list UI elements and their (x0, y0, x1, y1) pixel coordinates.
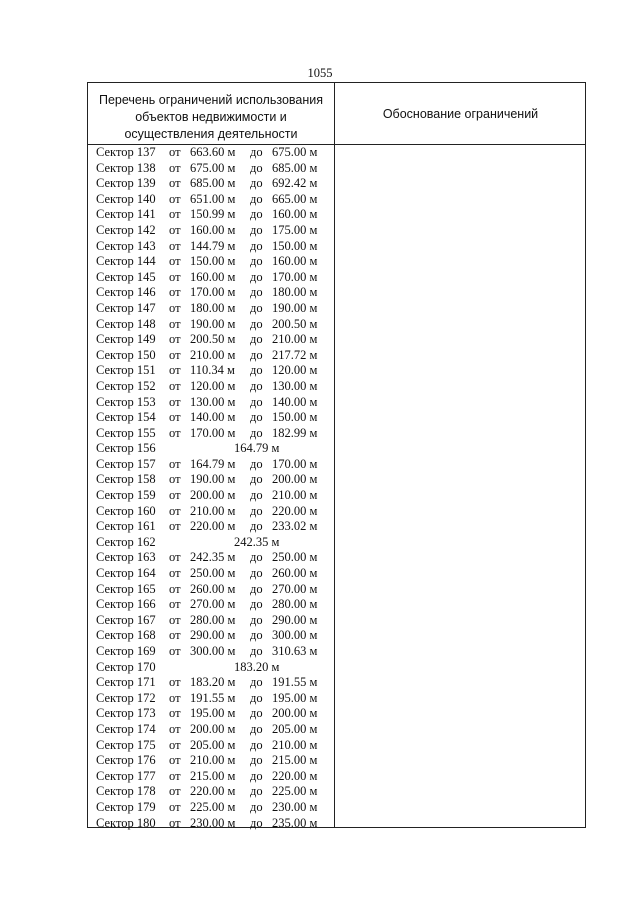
sector-label: Сектор 155 (96, 425, 156, 440)
height-from-value: 220.00 м (190, 519, 236, 534)
table-row (88, 207, 334, 223)
table-row (88, 332, 334, 348)
from-word: от (169, 300, 181, 315)
to-word: до (250, 675, 263, 690)
sector-label: Сектор 167 (96, 612, 156, 627)
sector-label: Сектор 152 (96, 378, 156, 393)
sector-label: Сектор 147 (96, 300, 156, 315)
height-from-value: 110.34 м (190, 363, 235, 378)
table-row (88, 317, 334, 333)
height-from-value: 180.00 м (190, 300, 236, 315)
to-word: до (250, 222, 263, 237)
to-word: до (250, 503, 263, 518)
height-to-value: 220.00 м (272, 503, 318, 518)
from-word: от (169, 503, 181, 518)
height-from-value: 210.00 м (190, 753, 236, 768)
table-row (88, 379, 334, 395)
sector-label: Сектор 170 (96, 659, 156, 674)
table-row (88, 691, 334, 707)
table-row (88, 441, 334, 457)
to-word: до (250, 425, 263, 440)
height-to-value: 190.00 м (272, 300, 318, 315)
to-word: до (250, 332, 263, 347)
to-word: до (250, 737, 263, 752)
height-from-value: 200.50 м (190, 332, 236, 347)
height-to-value: 210.00 м (272, 488, 318, 503)
height-from-value: 225.00 м (190, 799, 236, 814)
sector-label: Сектор 157 (96, 456, 156, 471)
from-word: от (169, 316, 181, 331)
from-word: от (169, 238, 181, 253)
table-row (88, 192, 334, 208)
to-word: до (250, 207, 263, 222)
height-to-value: 200.50 м (272, 316, 318, 331)
height-from-value: 215.00 м (190, 768, 236, 783)
from-word: от (169, 768, 181, 783)
sector-label: Сектор 144 (96, 254, 156, 269)
to-word: до (250, 753, 263, 768)
from-word: от (169, 363, 181, 378)
table-row (88, 301, 334, 317)
height-from-value: 300.00 м (190, 644, 236, 658)
height-from-value: 200.00 м (190, 721, 236, 736)
to-word: до (250, 254, 263, 269)
sector-label: Сектор 160 (96, 503, 156, 518)
from-word: от (169, 519, 181, 534)
height-to-value: 310.63 м (272, 644, 318, 658)
from-word: от (169, 799, 181, 814)
from-word: от (169, 597, 181, 612)
sector-label: Сектор 142 (96, 222, 156, 237)
to-word: до (250, 456, 263, 471)
to-word: до (250, 799, 263, 814)
height-from-value: 210.00 м (190, 347, 236, 362)
to-word: до (250, 566, 263, 581)
sector-label: Сектор 173 (96, 706, 156, 721)
height-to-value: 290.00 м (272, 612, 318, 627)
sector-label: Сектор 145 (96, 269, 156, 284)
from-word: от (169, 737, 181, 752)
from-word: от (169, 550, 181, 565)
height-to-value: 205.00 м (272, 721, 318, 736)
height-from-value: 260.00 м (190, 581, 236, 596)
header-line: Перечень ограничений использования (98, 93, 324, 107)
table-row (88, 582, 334, 598)
from-word: от (169, 378, 181, 393)
height-to-value: 120.00 м (272, 363, 318, 378)
to-word: до (250, 285, 263, 300)
to-word: до (250, 768, 263, 783)
sector-label: Сектор 169 (96, 644, 156, 658)
to-word: до (250, 316, 263, 331)
sector-label: Сектор 175 (96, 737, 156, 752)
height-from-value: 183.20 м (190, 675, 236, 690)
from-word: от (169, 425, 181, 440)
height-from-value: 150.99 м (190, 207, 236, 222)
height-from-value: 250.00 м (190, 566, 236, 581)
table-row (88, 675, 334, 691)
sector-label: Сектор 154 (96, 410, 156, 425)
sector-label: Сектор 162 (96, 534, 156, 549)
table-row (88, 254, 334, 270)
sector-label: Сектор 140 (96, 191, 156, 206)
sector-label: Сектор 179 (96, 799, 156, 814)
sector-label: Сектор 172 (96, 690, 156, 705)
height-to-value: 210.00 м (272, 737, 318, 752)
sector-label: Сектор 177 (96, 768, 156, 783)
from-word: от (169, 706, 181, 721)
table-row (88, 566, 334, 582)
height-to-value: 692.42 м (272, 176, 318, 191)
height-from-value: 685.00 м (190, 176, 236, 191)
height-from-value: 191.55 м (190, 690, 236, 705)
from-word: от (169, 285, 181, 300)
height-to-value: 270.00 м (272, 581, 318, 596)
sector-label: Сектор 149 (96, 332, 156, 347)
height-to-value: 230.00 м (272, 799, 318, 814)
table-row (88, 223, 334, 239)
sector-label: Сектор 174 (96, 721, 156, 736)
table-row (88, 628, 334, 644)
height-from-value: 651.00 м (190, 191, 236, 206)
header-line: объектов недвижимости и (135, 110, 287, 124)
height-to-value: 160.00 м (272, 207, 318, 222)
from-word: от (169, 675, 181, 690)
height-to-value: 200.00 м (272, 706, 318, 721)
from-word: от (169, 566, 181, 581)
height-to-value: 200.00 м (272, 472, 318, 487)
sector-label: Сектор 146 (96, 285, 156, 300)
height-from-value: 220.00 м (190, 784, 236, 799)
height-to-value: 233.02 м (272, 519, 318, 534)
to-word: до (250, 347, 263, 362)
to-word: до (250, 191, 263, 206)
to-word: до (250, 644, 263, 658)
table-row (88, 535, 334, 551)
height-from-value: 205.00 м (190, 737, 236, 752)
height-from-value: 160.00 м (190, 269, 236, 284)
page-number: 1055 (307, 66, 333, 80)
height-from-value: 170.00 м (190, 285, 236, 300)
table-row (88, 270, 334, 286)
to-word: до (250, 519, 263, 534)
sector-label: Сектор 165 (96, 581, 156, 596)
height-to-value: 210.00 м (272, 332, 318, 347)
table-row (88, 472, 334, 488)
from-word: от (169, 269, 181, 284)
to-word: до (250, 472, 263, 487)
height-to-value: 182.99 м (272, 425, 318, 440)
table-row (88, 161, 334, 177)
header-restrictions-list (88, 83, 334, 144)
height-from-value: 190.00 м (190, 472, 236, 487)
sector-label: Сектор 137 (96, 145, 156, 159)
sector-label: Сектор 143 (96, 238, 156, 253)
restrictions-table (87, 82, 586, 828)
from-word: от (169, 721, 181, 736)
from-word: от (169, 410, 181, 425)
height-to-value: 140.00 м (272, 394, 318, 409)
height-to-value: 215.00 м (272, 753, 318, 768)
sector-label: Сектор 161 (96, 519, 156, 534)
sector-label: Сектор 148 (96, 316, 156, 331)
table-row (88, 457, 334, 473)
to-word: до (250, 378, 263, 393)
sector-label: Сектор 153 (96, 394, 156, 409)
table-row (88, 285, 334, 301)
height-from-value: 170.00 м (190, 425, 236, 440)
table-row (88, 519, 334, 535)
height-to-value: 130.00 м (272, 378, 318, 393)
height-from-value: 290.00 м (190, 628, 236, 643)
sector-label: Сектор 176 (96, 753, 156, 768)
column-divider (334, 83, 335, 827)
sector-label: Сектор 141 (96, 207, 156, 222)
height-to-value: 225.00 м (272, 784, 318, 799)
table-row (88, 597, 334, 613)
height-to-value: 217.72 м (272, 347, 318, 362)
table-row (88, 816, 334, 832)
height-from-value: 242.35 м (190, 550, 236, 565)
height-to-value: 191.55 м (272, 675, 318, 690)
sector-label: Сектор 178 (96, 784, 156, 799)
from-word: от (169, 644, 181, 658)
sector-label: Сектор 168 (96, 628, 156, 643)
height-to-value: 175.00 м (272, 222, 318, 237)
sector-label: Сектор 150 (96, 347, 156, 362)
table-row (88, 644, 334, 660)
height-to-value: 300.00 м (272, 628, 318, 643)
height-from-value: 195.00 м (190, 706, 236, 721)
table-row (88, 488, 334, 504)
height-from-value: 280.00 м (190, 612, 236, 627)
to-word: до (250, 269, 263, 284)
height-to-value: 250.00 м (272, 550, 318, 565)
height-from-value: 663.60 м (190, 145, 236, 159)
from-word: от (169, 222, 181, 237)
table-row (88, 753, 334, 769)
height-to-value: 665.00 м (272, 191, 318, 206)
from-word: от (169, 815, 181, 830)
table-row (88, 769, 334, 785)
height-to-value: 180.00 м (272, 285, 318, 300)
from-word: от (169, 160, 181, 175)
header-line: осуществления деятельности (124, 127, 298, 141)
table-row (88, 550, 334, 566)
table-row (88, 722, 334, 738)
table-row (88, 239, 334, 255)
to-word: до (250, 784, 263, 799)
height-to-value: 195.00 м (272, 690, 318, 705)
height-from-value: 160.00 м (190, 222, 236, 237)
from-word: от (169, 784, 181, 799)
sector-label: Сектор 156 (96, 441, 156, 456)
to-word: до (250, 488, 263, 503)
height-to-value: 675.00 м (272, 145, 318, 159)
height-from-value: 200.00 м (190, 488, 236, 503)
height-from-value: 210.00 м (190, 503, 236, 518)
height-to-value: 280.00 м (272, 597, 318, 612)
table-row (88, 363, 334, 379)
to-word: до (250, 363, 263, 378)
from-word: от (169, 332, 181, 347)
height-to-value: 160.00 м (272, 254, 318, 269)
to-word: до (250, 581, 263, 596)
table-row (88, 426, 334, 442)
height-from-value: 230.00 м (190, 815, 236, 830)
sector-label: Сектор 171 (96, 675, 156, 690)
from-word: от (169, 628, 181, 643)
table-row (88, 176, 334, 192)
height-from-value: 130.00 м (190, 394, 236, 409)
to-word: до (250, 628, 263, 643)
to-word: до (250, 612, 263, 627)
table-row (88, 348, 334, 364)
to-word: до (250, 394, 263, 409)
to-word: до (250, 160, 263, 175)
height-to-value: 170.00 м (272, 269, 318, 284)
height-to-value: 260.00 м (272, 566, 318, 581)
table-row (88, 410, 334, 426)
from-word: от (169, 612, 181, 627)
height-to-value: 220.00 м (272, 768, 318, 783)
height-from-value: 120.00 м (190, 378, 236, 393)
from-word: от (169, 581, 181, 596)
height-value: 242.35 м (234, 534, 280, 549)
sector-label: Сектор 158 (96, 472, 156, 487)
height-from-value: 164.79 м (190, 456, 236, 471)
height-from-value: 270.00 м (190, 597, 236, 612)
table-row (88, 784, 334, 800)
table-row (88, 706, 334, 722)
sector-label: Сектор 139 (96, 176, 156, 191)
to-word: до (250, 238, 263, 253)
sector-label: Сектор 164 (96, 566, 156, 581)
height-from-value: 190.00 м (190, 316, 236, 331)
height-to-value: 685.00 м (272, 160, 318, 175)
table-row (88, 504, 334, 520)
sector-label: Сектор 151 (96, 363, 156, 378)
table-row (88, 395, 334, 411)
to-word: до (250, 706, 263, 721)
to-word: до (250, 550, 263, 565)
sector-label: Сектор 138 (96, 160, 156, 175)
height-from-value: 150.00 м (190, 254, 236, 269)
table-row (88, 800, 334, 816)
height-value: 183.20 м (234, 659, 280, 674)
from-word: от (169, 690, 181, 705)
from-word: от (169, 472, 181, 487)
to-word: до (250, 690, 263, 705)
table-row (88, 738, 334, 754)
height-from-value: 140.00 м (190, 410, 236, 425)
header-justification-label: Обоснование ограничений (382, 106, 539, 121)
from-word: от (169, 347, 181, 362)
table-row (88, 660, 334, 676)
height-from-value: 144.79 м (190, 238, 236, 253)
table-row (88, 613, 334, 629)
to-word: до (250, 410, 263, 425)
to-word: до (250, 300, 263, 315)
height-value: 164.79 м (234, 441, 280, 456)
sector-label: Сектор 163 (96, 550, 156, 565)
from-word: от (169, 753, 181, 768)
from-word: от (169, 254, 181, 269)
sector-label: Сектор 166 (96, 597, 156, 612)
height-from-value: 675.00 м (190, 160, 236, 175)
to-word: до (250, 145, 263, 159)
height-to-value: 150.00 м (272, 410, 318, 425)
height-to-value: 170.00 м (272, 456, 318, 471)
table-row (88, 145, 334, 161)
to-word: до (250, 815, 263, 830)
to-word: до (250, 597, 263, 612)
from-word: от (169, 456, 181, 471)
sector-label: Сектор 159 (96, 488, 156, 503)
to-word: до (250, 721, 263, 736)
from-word: от (169, 488, 181, 503)
header-justification (335, 83, 586, 144)
from-word: от (169, 145, 181, 159)
to-word: до (250, 176, 263, 191)
from-word: от (169, 394, 181, 409)
from-word: от (169, 191, 181, 206)
from-word: от (169, 176, 181, 191)
sector-label: Сектор 180 (96, 815, 156, 830)
height-to-value: 235.00 м (272, 815, 318, 830)
from-word: от (169, 207, 181, 222)
sector-rows (88, 145, 334, 831)
height-to-value: 150.00 м (272, 238, 318, 253)
